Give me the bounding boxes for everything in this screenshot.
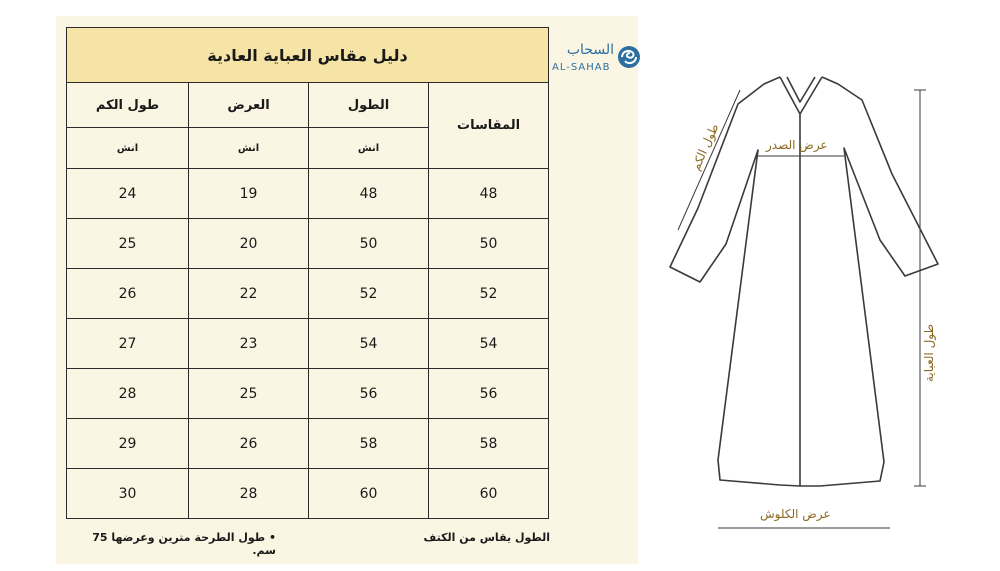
cell-width: 26 [189, 419, 309, 469]
table-title: دليل مقاس العباية العادية [67, 28, 549, 83]
cell-size: 58 [429, 419, 549, 469]
label-hem-width: عرض الكلوش [760, 507, 831, 521]
cell-size: 48 [429, 169, 549, 219]
table-row [67, 419, 549, 469]
header-width: العرض [189, 83, 309, 128]
header-sizes: المقاسات [429, 83, 549, 169]
length-note: الطول يقاس من الكتف [423, 531, 550, 544]
cell-size: 50 [429, 219, 549, 269]
cell-width: 22 [189, 269, 309, 319]
cell-length: 56 [309, 369, 429, 419]
cell-width: 23 [189, 319, 309, 369]
cell-sleeve: 30 [67, 469, 189, 519]
unit-sleeve: انش [67, 128, 189, 169]
table-row [67, 169, 549, 219]
cell-length: 54 [309, 319, 429, 369]
cell-length: 50 [309, 219, 429, 269]
label-chest-width: عرض الصدر [766, 138, 828, 152]
cell-sleeve: 29 [67, 419, 189, 469]
header-sleeve: طول الكم [67, 83, 189, 128]
cell-width: 25 [189, 369, 309, 419]
swirl-logo-icon [616, 44, 642, 70]
table-row [67, 269, 549, 319]
cell-sleeve: 26 [67, 269, 189, 319]
label-abaya-length: طول العباية [922, 323, 937, 383]
cell-sleeve: 28 [67, 369, 189, 419]
cell-width: 20 [189, 219, 309, 269]
cell-length: 52 [309, 269, 429, 319]
cell-sleeve: 27 [67, 319, 189, 369]
header-length: الطول [309, 83, 429, 128]
table-row [67, 219, 549, 269]
cell-width: 28 [189, 469, 309, 519]
cell-size: 52 [429, 269, 549, 319]
cell-size: 54 [429, 319, 549, 369]
cell-width: 19 [189, 169, 309, 219]
scarf-note: • طول الطرحة مترين وعرضها 75 سم. [92, 531, 276, 557]
table-row [67, 319, 549, 369]
cell-size: 56 [429, 369, 549, 419]
logo-english-text: AL-SAHAB [552, 62, 611, 73]
cell-length: 48 [309, 169, 429, 219]
table-row [67, 369, 549, 419]
cell-sleeve: 24 [67, 169, 189, 219]
cell-length: 60 [309, 469, 429, 519]
label-sleeve-length: طول الكم [688, 121, 722, 173]
cell-length: 58 [309, 419, 429, 469]
unit-width: انش [189, 128, 309, 169]
unit-length: انش [309, 128, 429, 169]
brand-logo [548, 40, 642, 80]
cell-sleeve: 25 [67, 219, 189, 269]
cell-size: 60 [429, 469, 549, 519]
logo-arabic-text: السحاب [566, 42, 614, 58]
table-row [67, 469, 549, 519]
abaya-diagram [660, 70, 1000, 540]
size-table [66, 27, 549, 519]
